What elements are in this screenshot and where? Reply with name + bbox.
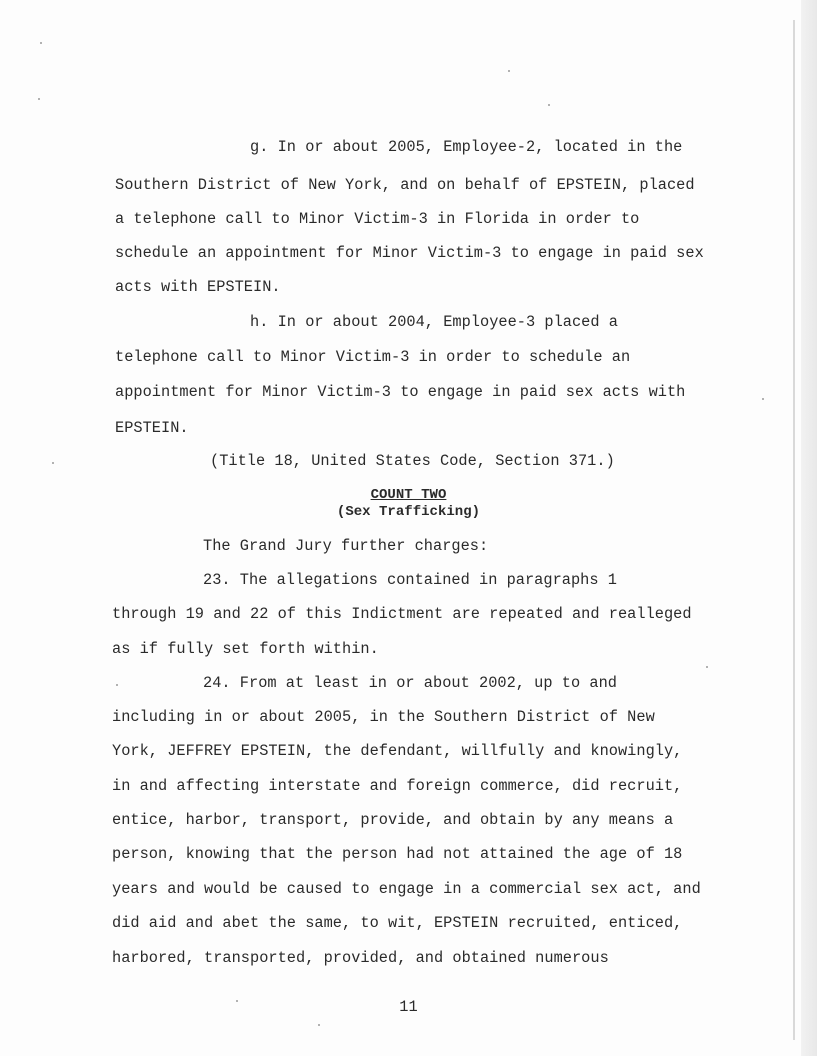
paragraph-g-line-3: a telephone call to Minor Victim-3 in Florida in order to <box>115 210 640 228</box>
paragraph-h-line-2: telephone call to Minor Victim-3 in order to schedule an <box>115 348 631 366</box>
scan-speck <box>236 1000 238 1002</box>
paragraph-g-line-1: g. In or about 2005, Employee-2, located in the <box>250 138 683 156</box>
scan-speck <box>38 98 40 100</box>
scan-speck <box>40 42 42 44</box>
paragraph-24-line-1: 24. From at least in or about 2002, up to and <box>203 674 617 692</box>
scan-speck <box>318 1024 320 1026</box>
paragraph-24-line-3: York, JEFFREY EPSTEIN, the defendant, willfully and knowingly, <box>112 742 683 760</box>
paragraph-23-line-3: as if fully set forth within. <box>112 640 379 658</box>
paragraph-23-line-2: through 19 and 22 of this Indictment are repeated and realleged <box>112 605 692 623</box>
paragraph-g-line-4: schedule an appointment for Minor Victim-3 to engage in paid sex <box>115 244 704 262</box>
scan-margin <box>801 0 817 1056</box>
paragraph-h-line-3: appointment for Minor Victim-3 to engage in paid sex acts with <box>115 383 686 401</box>
scan-speck <box>52 462 54 464</box>
paragraph-h-line-4: EPSTEIN. <box>115 419 189 437</box>
page-edge-line <box>793 20 795 1040</box>
scan-speck <box>706 666 708 668</box>
scan-speck <box>116 684 118 686</box>
paragraph-24-line-6: person, knowing that the person had not attained the age of 18 <box>112 845 683 863</box>
paragraph-24-line-2: including in or about 2005, in the Southern District of New <box>112 708 655 726</box>
paragraph-h-line-1: h. In or about 2004, Employee-3 placed a <box>250 313 618 331</box>
paragraph-g-line-2: Southern District of New York, and on behalf of EPSTEIN, placed <box>115 176 695 194</box>
count-two-heading: COUNT TWO <box>370 487 447 503</box>
count-two-subheading: (Sex Trafficking) <box>336 504 481 520</box>
page-number: 11 <box>399 998 418 1016</box>
paragraph-24-line-8: did aid and abet the same, to wit, EPSTEIN recruited, enticed, <box>112 914 683 932</box>
scan-speck <box>508 70 510 72</box>
paragraph-g-line-5: acts with EPSTEIN. <box>115 278 281 296</box>
paragraph-24-line-5: entice, harbor, transport, provide, and obtain by any means a <box>112 811 674 829</box>
scan-speck <box>762 398 764 400</box>
scan-speck <box>548 104 550 106</box>
paragraph-24-line-7: years and would be caused to engage in a commercial sex act, and <box>112 880 701 898</box>
citation-title-18: (Title 18, United States Code, Section 371.) <box>210 452 615 470</box>
grand-jury-line: The Grand Jury further charges: <box>203 537 489 555</box>
paragraph-24-line-9: harbored, transported, provided, and obtained numerous <box>112 949 609 967</box>
paragraph-23-line-1: 23. The allegations contained in paragraphs 1 <box>203 571 617 589</box>
paragraph-24-line-4: in and affecting interstate and foreign commerce, did recruit, <box>112 777 683 795</box>
